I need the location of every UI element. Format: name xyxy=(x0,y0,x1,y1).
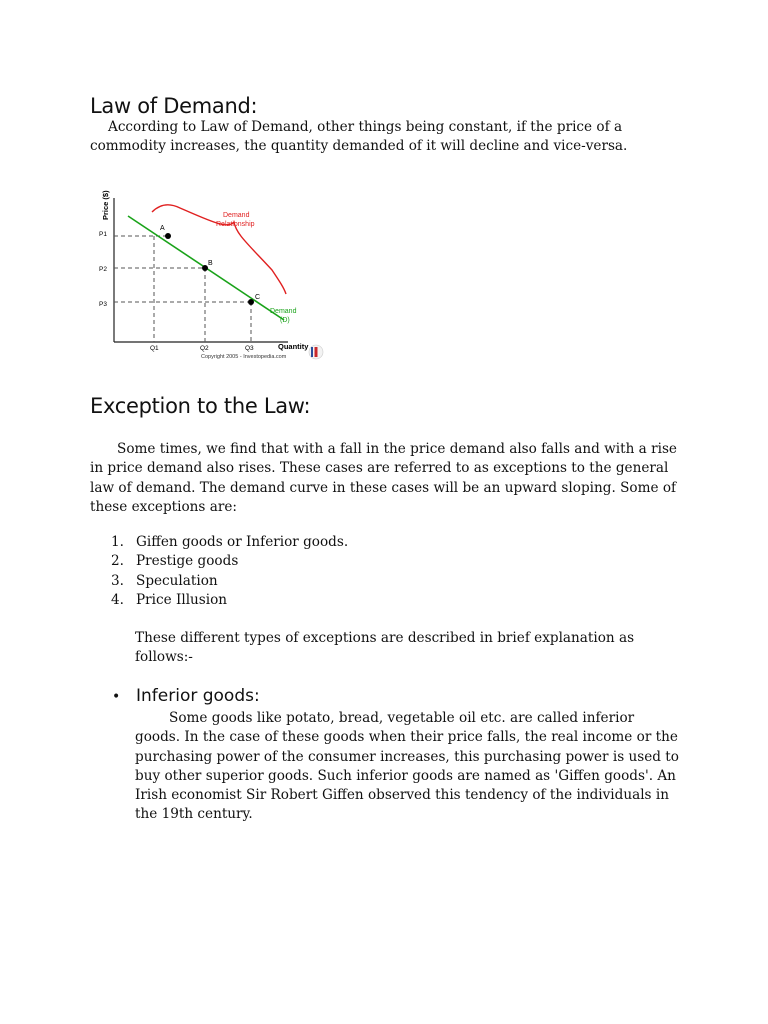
point-a-label: A xyxy=(160,225,165,232)
inferior-goods-paragraph: Some goods like potato, bread, vegetable oil etc. are called inferior goods. In the case of these goods when their price falls, the real income or the purchasing power of the consumer increases, this purchasing power is used to buy other superior goods. Such inferior goods are named as 'Giffen goods'. An Irish economist Sir Robert Giffen observed this tendency of the individuals in the 19th century. xyxy=(135,710,679,823)
exception-paragraph: Some times, we find that with a fall in the price demand also falls and with a rise in price demand also rises. These cases are referred to as exceptions to the general law of demand. The demand curve in these cases will be an upward sloping. Some of these exceptions are: xyxy=(90,441,677,515)
bullet-icon: • xyxy=(112,689,121,705)
demand-chart xyxy=(88,178,328,364)
list-label: Giffen goods or Inferior goods. xyxy=(136,534,349,550)
list-label: Price Illusion xyxy=(136,591,228,608)
curve-label-line2: (D) xyxy=(280,317,290,324)
list-number: 1. xyxy=(111,534,124,550)
point-c xyxy=(248,299,254,305)
list-item xyxy=(111,572,348,591)
investopedia-logo-icon xyxy=(309,345,323,359)
point-a xyxy=(165,233,171,239)
list-label: Speculation xyxy=(136,572,218,589)
inferior-goods-heading-row xyxy=(112,686,260,706)
explanation-paragraph: These different types of exceptions are described in brief explanation as follows:- xyxy=(135,630,635,666)
list-label: Prestige goods xyxy=(136,553,239,570)
y-tick-p1: P1 xyxy=(99,231,107,238)
annotation-line2: Relationship xyxy=(216,221,255,228)
y-tick-p3: P3 xyxy=(99,301,107,308)
heading-exception: Exception to the Law: xyxy=(90,394,311,418)
exceptions-list xyxy=(111,533,348,610)
x-axis-label: Quantity xyxy=(278,342,309,351)
chart-copyright: Copyright 2005 - Investopedia.com xyxy=(201,354,287,360)
list-number: 2. xyxy=(111,553,124,570)
heading-law-of-demand: Law of Demand: xyxy=(90,94,258,118)
list-number: 3. xyxy=(111,572,124,589)
demand-chart-svg xyxy=(88,178,328,364)
inferior-goods-title: Inferior goods: xyxy=(136,686,260,706)
curve-label-line1: Demand xyxy=(270,308,297,315)
list-item xyxy=(111,552,348,571)
point-b-label: B xyxy=(208,260,213,267)
list-item xyxy=(111,533,348,552)
y-tick-p2: P2 xyxy=(99,266,107,273)
point-c-label: C xyxy=(255,294,261,301)
intro-paragraph: According to Law of Demand, other things being constant, if the price of a commodity increases, the quantity demanded of it will decline and vice-versa. xyxy=(90,119,628,155)
x-tick-q3: Q3 xyxy=(245,345,254,352)
list-number: 4. xyxy=(111,591,124,608)
annotation-line1: Demand xyxy=(223,212,250,219)
y-axis-label: Price ($) xyxy=(101,190,110,220)
list-item xyxy=(111,591,348,610)
x-tick-q1: Q1 xyxy=(150,345,159,352)
demand-relationship-brace xyxy=(152,205,286,294)
x-tick-q2: Q2 xyxy=(200,345,209,352)
